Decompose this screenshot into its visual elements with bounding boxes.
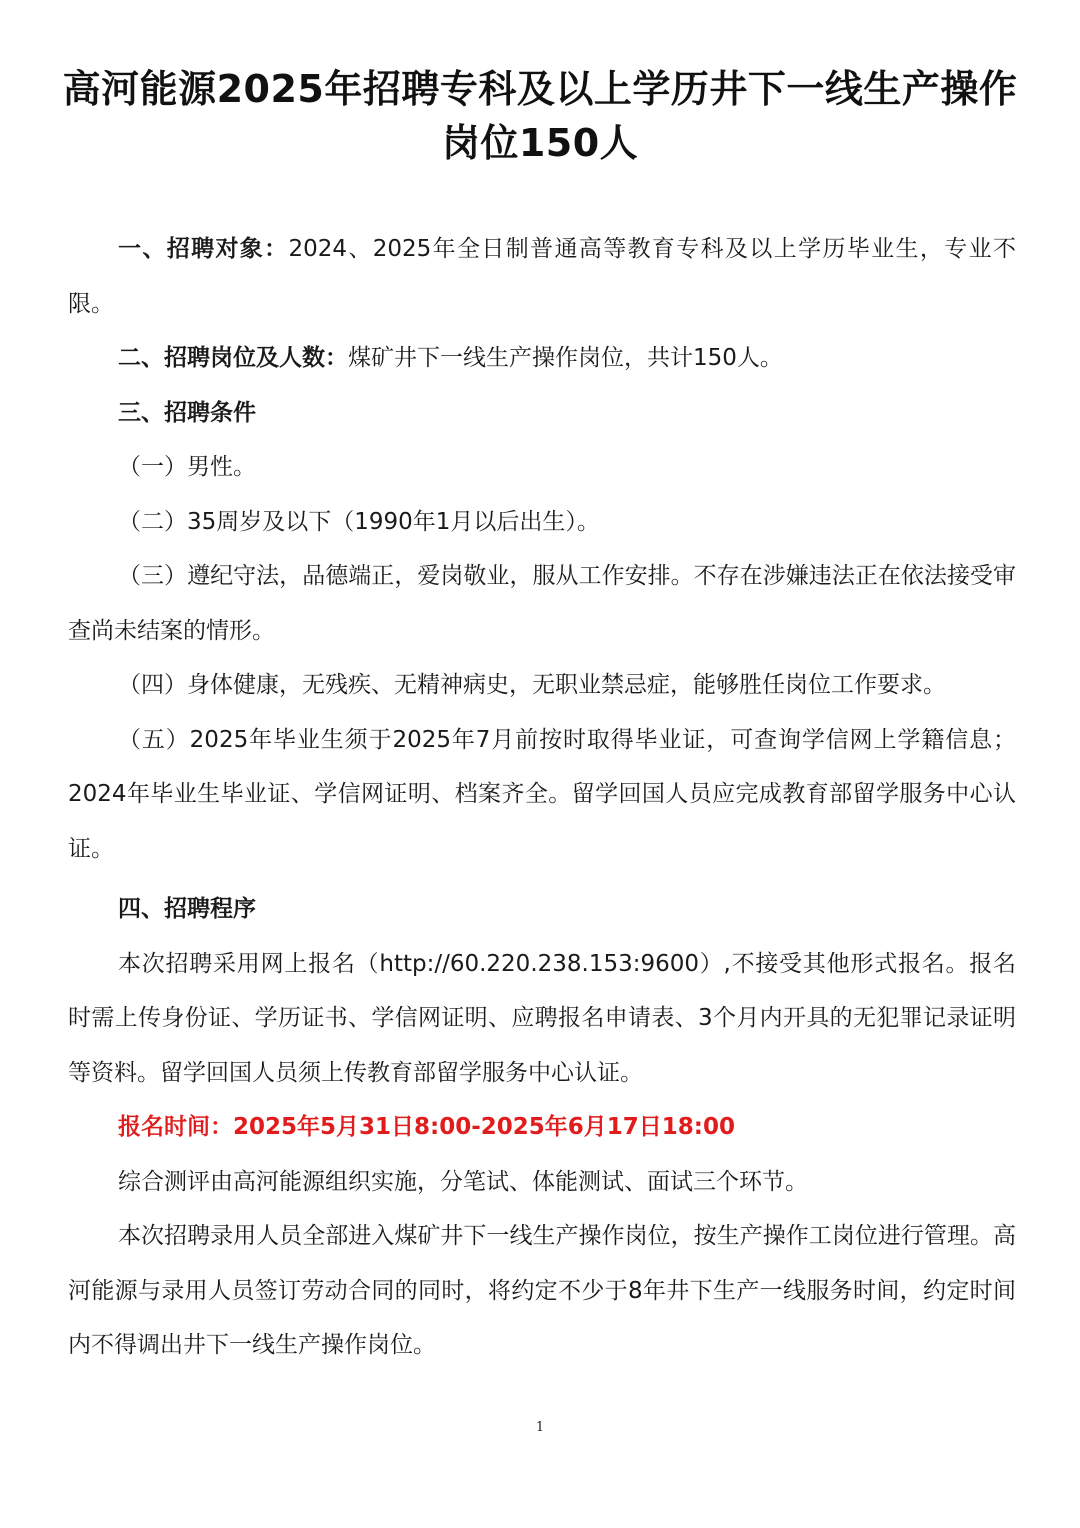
document-title: 高河能源2025年招聘专科及以上学历井下一线生产操作岗位150人 [62, 67, 1018, 165]
procedure-paragraph: 本次招聘采用网上报名（http://60.220.238.153:9600）,不接受其他形式报名。报名时需上传身份证、学历证书、学信网证明、应聘报名申请表、3个月内开具的无犯罪记录证明等资料。留学回国人员须上传教育部留学服务中心认证。 [68, 950, 1016, 1086]
section-heading: 一、招聘对象： [118, 236, 289, 262]
page-number: 1 [535, 1420, 545, 1435]
document-body [68, 222, 1016, 1373]
procedure-paragraph: 本次招聘录用人员全部进入煤矿井下一线生产操作岗位，按生产操作工岗位进行管理。高河能源与录用人员签订劳动合同的同时，将约定不少于8年井下生产一线服务时间，约定时间内不得调出井下一线生产操作岗位。 [68, 1223, 1016, 1358]
condition-item: （五）2025年毕业生须于2025年7月前按时取得毕业证，可查询学信网上学籍信息；2024年毕业生毕业证、学信网证明、档案齐全。留学回国人员应完成教育部留学服务中心认证。 [68, 726, 1016, 862]
registration-time: 报名时间：2025年5月31日8:00-2025年6月17日18:00 [118, 1114, 736, 1140]
condition-item: （三）遵纪守法，品德端正，爱岗敬业，服从工作安排。不存在涉嫌违法正在依法接受审查尚未结案的情形。 [68, 563, 1016, 644]
section-text: 煤矿井下一线生产操作岗位，共计150人。 [348, 345, 783, 371]
section-conditions-heading: 三、招聘条件 [118, 399, 256, 426]
procedure-paragraph: 综合测评由高河能源组织实施，分笔试、体能测试、面试三个环节。 [118, 1168, 808, 1195]
section-positions [68, 331, 1016, 386]
condition-item: （二）35周岁及以下（1990年1月以后出生）。 [118, 508, 600, 535]
section-text: 2024、2025年全日制普通高等教育专科及以上学历毕业生，专业不限。 [68, 236, 1016, 317]
section-procedure-heading: 四、招聘程序 [118, 896, 256, 922]
condition-item: （四）身体健康，无残疾、无精神病史，无职业禁忌症，能够胜任岗位工作要求。 [118, 672, 946, 698]
condition-item: （一）男性。 [118, 454, 256, 480]
section-heading: 二、招聘岗位及人数： [118, 345, 348, 371]
section-recruitment-target [68, 222, 1016, 331]
